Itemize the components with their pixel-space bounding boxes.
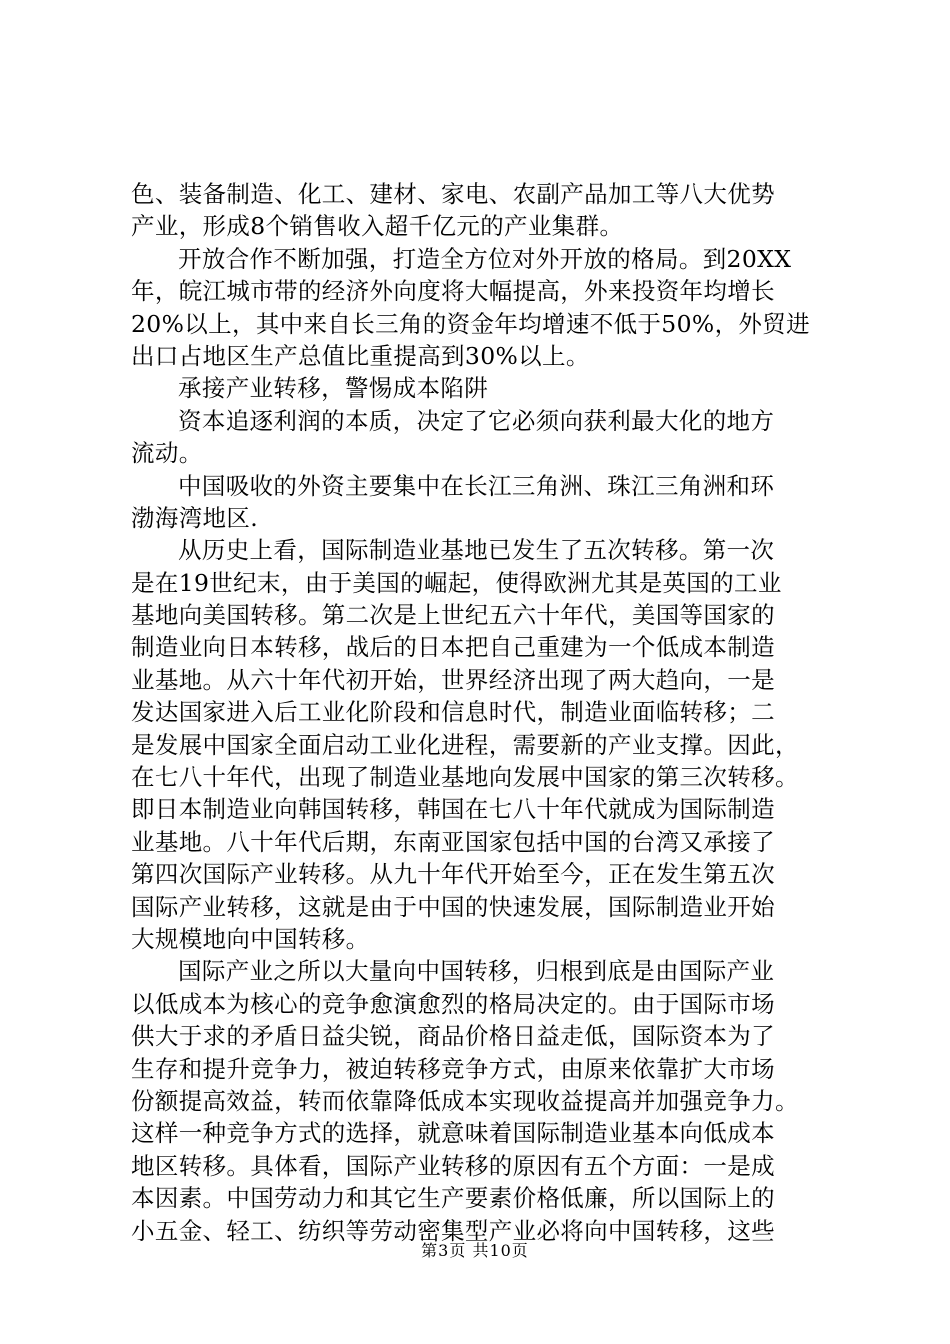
text-line: 是在19世纪末，由于美国的崛起，使得欧洲尤其是英国的工业 — [131, 568, 782, 597]
text-line: 第四次国际产业转移。从九十年代开始至今，正在发生第五次 — [131, 860, 775, 889]
text-line: 地区转移。具体看，国际产业转移的原因有五个方面：一是成 — [131, 1151, 775, 1180]
text-line: 即日本制造业向韩国转移，韩国在七八十年代就成为国际制造 — [131, 795, 775, 824]
document-body — [131, 178, 831, 1247]
text-line: 色、装备制造、化工、建材、家电、农副产品加工等八大优势 — [131, 180, 775, 208]
text-line: 流动。 — [131, 439, 203, 468]
text-line: 本因素。中国劳动力和其它生产要素价格低廉，所以国际上的 — [131, 1184, 775, 1213]
paragraph-start-line: 从历史上看，国际制造业基地已发生了五次转移。第一次 — [178, 536, 775, 565]
text-line: 制造业向日本转移，战后的日本把自己重建为一个低成本制造 — [131, 633, 775, 662]
text-line: 基地向美国转移。第二次是上世纪五六十年代，美国等国家的 — [131, 601, 775, 630]
paragraph-start-line: 中国吸收的外资主要集中在长江三角洲、珠江三角洲和环 — [178, 471, 775, 500]
text-line: 业基地。从六十年代初开始，世界经济出现了两大趋向，一是 — [131, 665, 775, 694]
paragraph-start-line: 资本追逐利润的本质，决定了它必须向获利最大化的地方 — [178, 406, 775, 435]
section-heading: 承接产业转移，警惕成本陷阱 — [178, 374, 489, 403]
text-line: 供大于求的矛盾日益尖锐，商品价格日益走低，国际资本为了 — [131, 1022, 775, 1051]
text-line: 是发展中国家全面启动工业化进程，需要新的产业支撑。因此， — [131, 730, 799, 759]
text-line: 小五金、轻工、纺织等劳动密集型产业必将向中国转移，这些 — [131, 1216, 775, 1245]
text-line: 国际产业转移，这就是由于中国的快速发展，国际制造业开始 — [131, 892, 775, 921]
text-line: 出口占地区生产总值比重提高到30%以上。 — [131, 341, 590, 370]
paragraph-start-line: 开放合作不断加强，打造全方位对外开放的格局。到20XX — [178, 244, 792, 273]
text-line: 在七八十年代，出现了制造业基地向发展中国家的第三次转移。 — [131, 763, 799, 792]
text-line: 以低成本为核心的竞争愈演愈烈的格局决定的。由于国际市场 — [131, 989, 775, 1018]
text-line: 产业，形成8个销售收入超千亿元的产业集群。 — [131, 212, 624, 241]
text-line: 年，皖江城市带的经济外向度将大幅提高，外来投资年均增长 — [131, 277, 775, 306]
paragraph-start-line: 国际产业之所以大量向中国转移，归根到底是由国际产业 — [178, 957, 775, 986]
page-footer: 第3页 共10页 — [421, 1241, 529, 1260]
text-line: 这样一种竞争方式的选择，就意味着国际制造业基本向低成本 — [131, 1119, 775, 1148]
text-line: 渤海湾地区. — [131, 503, 259, 532]
text-line: 生存和提升竞争力，被迫转移竞争方式，由原来依靠扩大市场 — [131, 1054, 775, 1083]
text-line: 大规模地向中国转移。 — [131, 924, 370, 953]
text-line: 发达国家进入后工业化阶段和信息时代，制造业面临转移；二 — [131, 698, 775, 727]
text-line: 20%以上，其中来自长三角的资金年均增速不低于50%，外贸进 — [131, 309, 810, 338]
text-line: 业基地。八十年代后期，东南亚国家包括中国的台湾又承接了 — [131, 827, 775, 856]
text-line: 份额提高效益，转而依靠降低成本实现收益提高并加强竞争力。 — [131, 1086, 799, 1115]
